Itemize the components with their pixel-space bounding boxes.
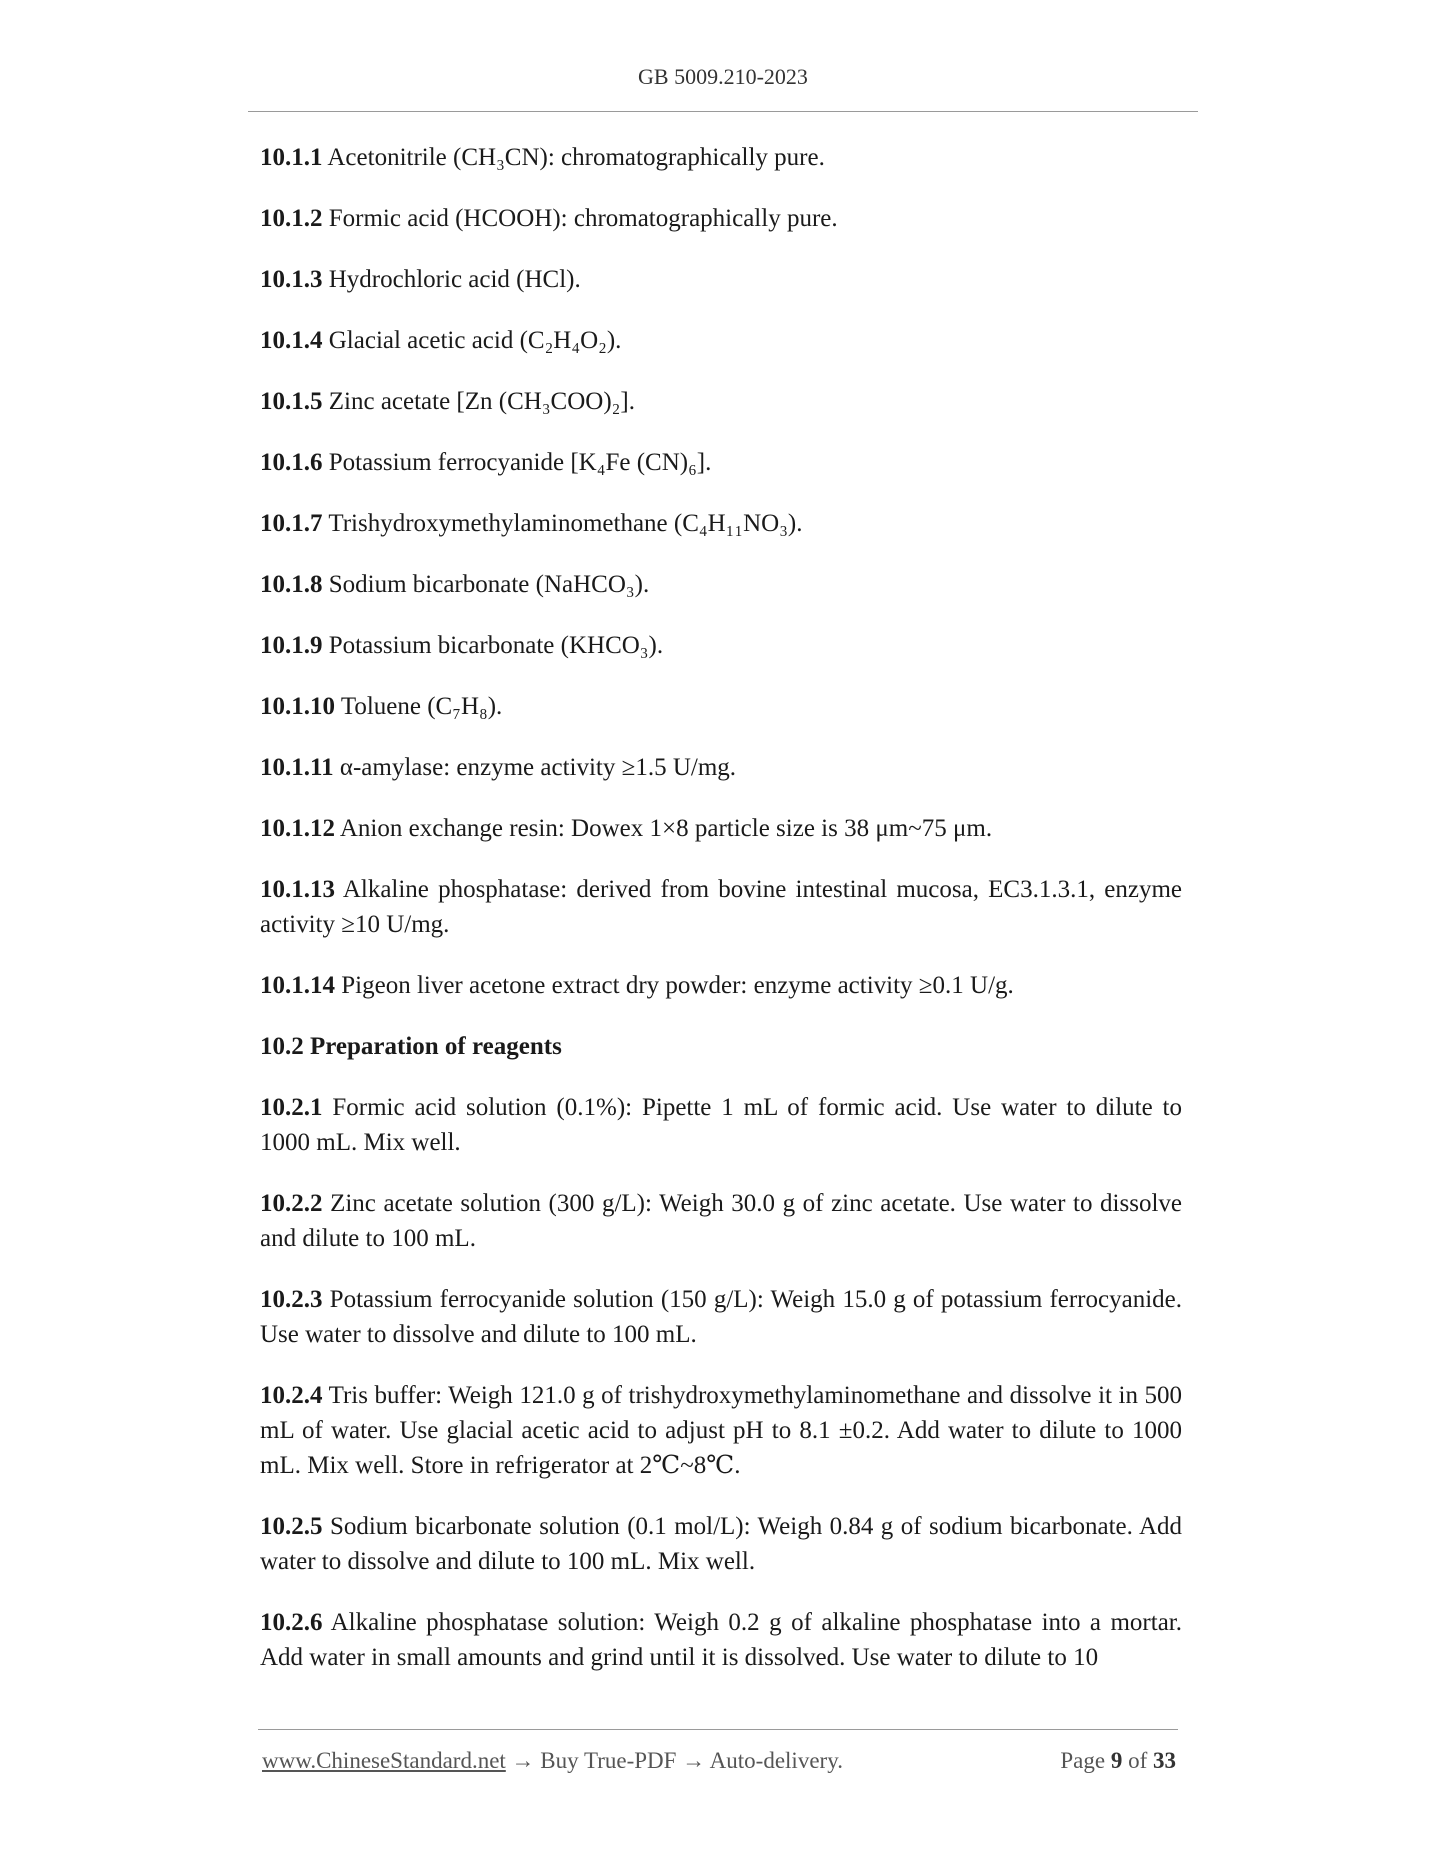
clause-text: Formic acid solution (0.1%): Pipette 1 mL of formic acid. Use water to dilute to 1000 mL. Mix well. <box>260 1094 1182 1156</box>
clause-10-2-6 <box>260 1605 1182 1675</box>
of-label: of <box>1128 1748 1148 1773</box>
page-footer <box>262 1748 1176 1774</box>
clause-number: 10.1.7 <box>260 510 323 537</box>
clause-text: Potassium bicarbonate (KHCO₃). <box>328 632 664 659</box>
clause-text: Potassium ferrocyanide [K₄Fe (CN)₆]. <box>328 449 712 476</box>
clause-number: 10.1.5 <box>260 388 323 415</box>
clause-text: Alkaline phosphatase: derived from bovine intestinal mucosa, EC3.1.3.1, enzyme activity ≥10 U/mg. <box>260 876 1183 938</box>
page-header: GB 5009.210-2023 <box>638 64 808 89</box>
clause-number: 10.2.6 <box>260 1609 323 1636</box>
clause-number: 10.1.2 <box>260 205 323 232</box>
clause-10-1-13 <box>260 872 1182 942</box>
buy-pdf-text: Buy True-PDF <box>540 1748 677 1773</box>
footer-divider <box>258 1729 1178 1730</box>
clause-text: Sodium bicarbonate (NaHCO₃). <box>328 571 650 598</box>
clause-10-1-2 <box>260 201 1182 236</box>
clause-text: Anion exchange resin: Dowex 1×8 particle size is 38 μm~75 μm. <box>339 815 993 842</box>
clause-number: 10.1.3 <box>260 266 323 293</box>
clause-number: 10.2.1 <box>260 1094 323 1121</box>
clause-10-2-4 <box>260 1378 1182 1483</box>
clause-number: 10.1.13 <box>260 876 335 903</box>
clause-text: Acetonitrile (CH₃CN): chromatographically pure. <box>327 144 825 171</box>
page-label: Page <box>1060 1748 1106 1773</box>
document-body <box>260 140 1182 1701</box>
clause-10-1-11 <box>260 750 1182 785</box>
clause-10-1-12 <box>260 811 1182 846</box>
clause-number: 10.1.6 <box>260 449 323 476</box>
clause-number: 10.1.8 <box>260 571 323 598</box>
clause-10-2-1 <box>260 1090 1182 1160</box>
clause-number: 10.1.1 <box>260 144 323 171</box>
clause-10-2-5 <box>260 1509 1182 1579</box>
clause-10-1-7 <box>260 506 1182 541</box>
clause-text: Potassium ferrocyanide solution (150 g/L): Weigh 15.0 g of potassium ferrocyanide. Use water to dissolve and dilute to 100 mL. <box>260 1286 1182 1348</box>
clause-text: Pigeon liver acetone extract dry powder: enzyme activity ≥0.1 U/g. <box>341 972 1014 999</box>
arrow-right-icon: → <box>511 1748 535 1773</box>
clause-10-2-3 <box>260 1282 1182 1352</box>
clause-10-1-1 <box>260 140 1182 175</box>
clause-number: 10.2.4 <box>260 1382 323 1409</box>
clause-10-1-6 <box>260 445 1182 480</box>
section-heading: 10.2 Preparation of reagents <box>260 1033 562 1060</box>
clause-number: 10.1.4 <box>260 327 323 354</box>
clause-text: Tris buffer: Weigh 121.0 g of trishydroxymethylaminomethane and dissolve it in 500 mL of water. Use glacial acetic acid to adjust pH to 8.1 ±0.2. Add water to dilute to 1000 mL. Mix well. Store in refrigerator at 2℃~8℃. <box>260 1382 1182 1479</box>
clause-number: 10.1.14 <box>260 972 335 999</box>
clause-number: 10.2.5 <box>260 1513 323 1540</box>
clause-number: 10.2.2 <box>260 1190 323 1217</box>
page-number: 9 <box>1110 1748 1123 1773</box>
clause-10-1-5 <box>260 384 1182 419</box>
clause-10-1-4 <box>260 323 1182 358</box>
clause-10-1-9 <box>260 628 1182 663</box>
clause-number: 10.2.3 <box>260 1286 323 1313</box>
clause-number: 10.1.12 <box>260 815 335 842</box>
delivery-text: Auto-delivery. <box>709 1748 843 1773</box>
clause-10-2-2 <box>260 1186 1182 1256</box>
clause-10-1-8 <box>260 567 1182 602</box>
clause-number: 10.1.10 <box>260 693 335 720</box>
clause-text: Trishydroxymethylaminomethane (C₄H₁₁NO₃). <box>328 510 803 537</box>
clause-number: 10.1.11 <box>260 754 334 781</box>
clause-text: Alkaline phosphatase solution: Weigh 0.2 g of alkaline phosphatase into a mortar. Add water in small amounts and grind until it is dissolved. Use water to dilute to 10 <box>260 1609 1182 1671</box>
clause-number: 10.1.9 <box>260 632 323 659</box>
header-divider <box>248 111 1198 112</box>
clause-text: Toluene (C₇H₈). <box>340 693 503 720</box>
clause-text: Zinc acetate [Zn (CH₃COO)₂]. <box>328 388 635 415</box>
clause-text: Hydrochloric acid (HCl). <box>328 266 581 293</box>
clause-10-1-10 <box>260 689 1182 724</box>
clause-text: Sodium bicarbonate solution (0.1 mol/L): Weigh 0.84 g of sodium bicarbonate. Add water to dissolve and dilute to 100 mL. Mix well. <box>260 1513 1183 1575</box>
clause-text: Formic acid (HCOOH): chromatographically pure. <box>328 205 838 232</box>
clause-10-1-3 <box>260 262 1182 297</box>
clause-text: α-amylase: enzyme activity ≥1.5 U/mg. <box>339 754 737 781</box>
website-link[interactable]: www.ChineseStandard.net <box>262 1748 506 1773</box>
page-indicator <box>1060 1748 1176 1774</box>
clause-text: Zinc acetate solution (300 g/L): Weigh 30.0 g of zinc acetate. Use water to dissolve and dilute to 100 mL. <box>260 1190 1183 1252</box>
total-pages: 33 <box>1153 1748 1176 1773</box>
arrow-right-icon: → <box>682 1748 706 1773</box>
clause-10-1-14 <box>260 968 1182 1003</box>
clause-text: Glacial acetic acid (C₂H₄O₂). <box>328 327 622 354</box>
